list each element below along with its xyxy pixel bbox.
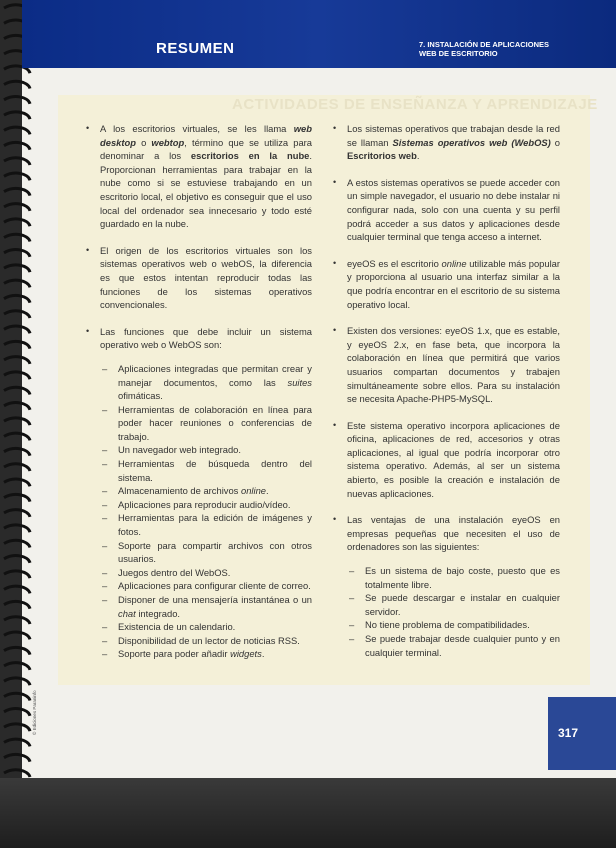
spiral-coil: [4, 403, 30, 410]
text: .: [416, 150, 420, 162]
text: Existencia de un calendario.: [118, 621, 236, 633]
list-item: [349, 591, 560, 618]
text: Los sistemas operativos que trabajan desde la red se llaman: [347, 123, 560, 148]
bullet-item: [333, 176, 560, 244]
text: Se puede trabajar desde cualquier punto y en cualquier terminal.: [365, 633, 560, 658]
bullet-item: [333, 122, 560, 163]
spiral-coil: [4, 448, 30, 455]
text: Herramientas para la edición de imágenes y fotos.: [118, 512, 312, 538]
emphasis: widgets: [230, 648, 262, 660]
spiral-coil: [4, 754, 30, 761]
spiral-coil: [4, 173, 30, 180]
advantages-list: [349, 564, 560, 659]
text: Este sistema operativo incorpora aplicaciones de oficina, aplicaciones de red, accesorios y otras aplicaciones, al igual que podría incorporar otro sistema operativo. Además, al ser un sistema abierto, es posible la creación e instalación de nuevas aplicaciones.: [347, 419, 560, 499]
chapter-heading-line1: 7. INSTALACIÓN DE APLICACIONES: [419, 40, 550, 49]
emphasis: Escritorios web: [347, 150, 417, 162]
text: .: [261, 648, 265, 660]
spiral-coil: [4, 739, 30, 746]
list-item: [349, 564, 560, 591]
bullet-icon: •: [333, 123, 337, 133]
text: eyeOS es el escritorio: [347, 257, 442, 269]
spiral-coil: [4, 494, 30, 501]
spiral-coil: [4, 556, 30, 563]
bullet-item: [333, 419, 560, 501]
text: A los escritorios virtuales, se les llama: [100, 123, 294, 134]
text: El origen de los escritorios virtuales son los sistemas operativos web o webOS, la diferencia es que estos intentan reproducir todas las funciones de los sistemas operativos convencionales.: [100, 244, 312, 311]
bullet-icon: •: [333, 325, 337, 336]
chapter-heading: [419, 40, 569, 58]
spiral-coil: [4, 250, 30, 257]
text: Se puede descargar e instalar en cualquier servidor.: [365, 592, 560, 617]
text: Las ventajas de una instalación eyeOS en empresas pequeñas que necesiten el uso de ordenadores son las siguientes:: [347, 514, 560, 553]
text: Un navegador web integrado.: [118, 444, 242, 456]
spiral-coil: [4, 770, 30, 777]
list-item: [102, 443, 312, 457]
text: utilizable más popular y proporciona al usuario una interfaz similar a la que podría encontrar en el escritorio de su sistema operativo local.: [347, 257, 561, 310]
dash-icon: –: [102, 634, 108, 646]
list-item: [102, 647, 312, 661]
list-item: [102, 566, 312, 580]
spiral-coil: [4, 617, 30, 624]
bullet-item: [333, 513, 560, 659]
bullet-item: [333, 257, 560, 311]
list-item: [102, 511, 312, 538]
dash-icon: –: [102, 444, 108, 456]
list-item: [102, 539, 312, 566]
text: , término que se utiliza para denominar a los: [100, 136, 312, 162]
spiral-coil: [4, 418, 30, 425]
bullet-item: [86, 244, 312, 312]
text: Las funciones que debe incluir un sistema operativo web o WebOS son:: [100, 325, 312, 351]
dash-icon: –: [102, 580, 108, 592]
dash-icon: –: [102, 362, 108, 374]
emphasis: Sistemas operativos web (WebOS): [392, 136, 551, 148]
bullet-icon: •: [333, 514, 337, 525]
dash-icon: –: [349, 633, 355, 644]
spiral-coil: [4, 632, 30, 639]
background-shadow: [0, 778, 616, 848]
bullet-item: [86, 122, 312, 231]
chapter-heading-line2: WEB DE ESCRITORIO: [419, 49, 498, 58]
list-item: [102, 593, 312, 620]
spiral-coil: [4, 709, 30, 716]
spiral-coil: [4, 586, 30, 593]
text: Almacenamiento de archivos: [118, 485, 241, 497]
spiral-coil: [4, 311, 30, 318]
spiral-coil: [4, 510, 30, 517]
bullet-icon: •: [333, 176, 337, 187]
spiral-coil: [4, 433, 30, 440]
bullet-icon: •: [86, 244, 90, 255]
list-item: [102, 362, 312, 403]
list-item: [102, 498, 312, 512]
bullet-icon: •: [86, 123, 90, 133]
bullet-item: [86, 325, 312, 661]
dash-icon: –: [102, 648, 108, 660]
dash-icon: –: [102, 512, 108, 524]
emphasis: web desktop: [100, 123, 312, 148]
list-item: [349, 632, 560, 659]
dash-icon: –: [102, 621, 108, 633]
spiral-coil: [4, 97, 30, 104]
spiral-coil: [4, 326, 30, 333]
spiral-coil: [4, 601, 30, 608]
left-column: [86, 122, 312, 674]
text: Aplicaciones para configurar cliente de correo.: [118, 580, 311, 592]
spiral-coil: [4, 647, 30, 654]
text: Aplicaciones integradas que permitan crear y manejar documentos, como las: [118, 362, 312, 388]
spiral-coil: [4, 540, 30, 547]
spiral-coil: [4, 479, 30, 486]
spiral-coil: [4, 112, 30, 119]
spiral-coil: [4, 724, 30, 731]
spiral-coil: [4, 295, 30, 302]
spiral-coil: [4, 341, 30, 348]
text: Soporte para compartir archivos con otros usuarios.: [118, 539, 312, 565]
text: o: [550, 136, 560, 148]
text: Existen dos versiones: eyeOS 1.x, que es estable, y eyeOS 2.x, en fase beta, que incorpora la colaboración en línea que permitirá que varios usuarios compartan documentos y trabajen simultáneamente sobre ellos. Para su instalación se necesita Apache-PHP5-MySQL.: [347, 325, 560, 405]
section-title: RESUMEN: [156, 40, 235, 57]
text: ofimáticas.: [118, 390, 163, 402]
dash-icon: –: [102, 458, 108, 470]
list-item: [102, 403, 312, 444]
spiral-coil: [4, 663, 30, 670]
dash-icon: –: [349, 565, 355, 577]
functions-list: [102, 362, 312, 661]
spiral-coil: [4, 280, 30, 287]
emphasis: escritorios en la nube: [190, 150, 310, 162]
list-item: [102, 484, 312, 498]
text: .: [266, 485, 269, 497]
spiral-coil: [4, 188, 30, 195]
emphasis: chat: [118, 607, 136, 619]
spiral-coil: [4, 693, 30, 700]
dash-icon: –: [102, 594, 108, 605]
copyright-notice: © Ediciones Paraninfo: [32, 690, 37, 735]
spiral-coil: [4, 571, 30, 578]
bullet-item: [333, 324, 560, 406]
list-item: [102, 579, 312, 593]
text: Herramientas de búsqueda dentro del sistema.: [118, 458, 312, 483]
dash-icon: –: [349, 619, 355, 631]
dash-icon: –: [102, 485, 108, 497]
dash-icon: –: [102, 566, 108, 578]
text: . Proporcionan herramientas para trabajar en la nube como si se estuviese trabajando en un escritorio local, el objetivo es conseguir que el uso local del ordenador sea innecesario y todo esté guardado en la nube.: [100, 150, 313, 230]
spiral-binding: [0, 0, 40, 790]
text: Disponibilidad de un lector de noticias RSS.: [118, 634, 300, 646]
text: Aplicaciones para reproducir audio/vídeo.: [118, 498, 291, 510]
emphasis: webtop: [151, 136, 185, 148]
text: A estos sistemas operativos se puede acceder con un simple navegador, el usuario no debe instalar ni configurar nada, solo con una cuenta y su perfil podrá acceder a sus datos y aplicaciones desde cualquier terminal que tenga acceso a internet.: [347, 176, 560, 243]
spiral-coil: [4, 387, 30, 394]
spiral-coil: [4, 219, 30, 226]
spiral-coil: [4, 525, 30, 532]
spiral-coil: [4, 357, 30, 364]
text: Juegos dentro del WebOS.: [118, 566, 231, 578]
dash-icon: –: [349, 592, 355, 604]
watermark-heading: ACTIVIDADES DE ENSEÑANZA Y APRENDIZAJE: [232, 96, 598, 113]
right-column: [333, 122, 560, 672]
spiral-coil: [4, 142, 30, 149]
bullet-icon: •: [333, 419, 337, 430]
spiral-coil: [4, 81, 30, 88]
list-item: [349, 618, 560, 632]
list-item: [102, 620, 312, 634]
spiral-coil: [4, 265, 30, 272]
emphasis: suites: [287, 376, 312, 388]
text: o: [135, 136, 152, 148]
bullet-icon: •: [86, 325, 90, 336]
bullet-icon: •: [333, 257, 337, 268]
dash-icon: –: [102, 498, 108, 510]
text: Disponer de una mensajería instantánea o un: [118, 594, 312, 605]
text: Soporte para poder añadir: [118, 648, 231, 660]
emphasis: online: [240, 485, 267, 497]
text: Herramientas de colaboración en línea para poder hacer reuniones o conferencias de trabajo.: [118, 403, 312, 442]
spiral-coil: [4, 158, 30, 165]
text: Es un sistema de bajo coste, puesto que es totalmente libre.: [365, 565, 560, 590]
spiral-coil: [4, 127, 30, 134]
spiral-coil: [4, 678, 30, 685]
dash-icon: –: [102, 539, 108, 551]
spiral-coil: [4, 234, 30, 241]
page-number: 317: [558, 726, 579, 740]
text: No tiene problema de compatibilidades.: [365, 619, 530, 631]
emphasis: online: [441, 257, 467, 269]
list-item: [102, 634, 312, 648]
dash-icon: –: [102, 403, 108, 415]
text: integrado.: [135, 607, 181, 619]
list-item: [102, 457, 312, 484]
spiral-coil: [4, 372, 30, 379]
spiral-coil: [4, 464, 30, 471]
spiral-coil: [4, 204, 30, 211]
